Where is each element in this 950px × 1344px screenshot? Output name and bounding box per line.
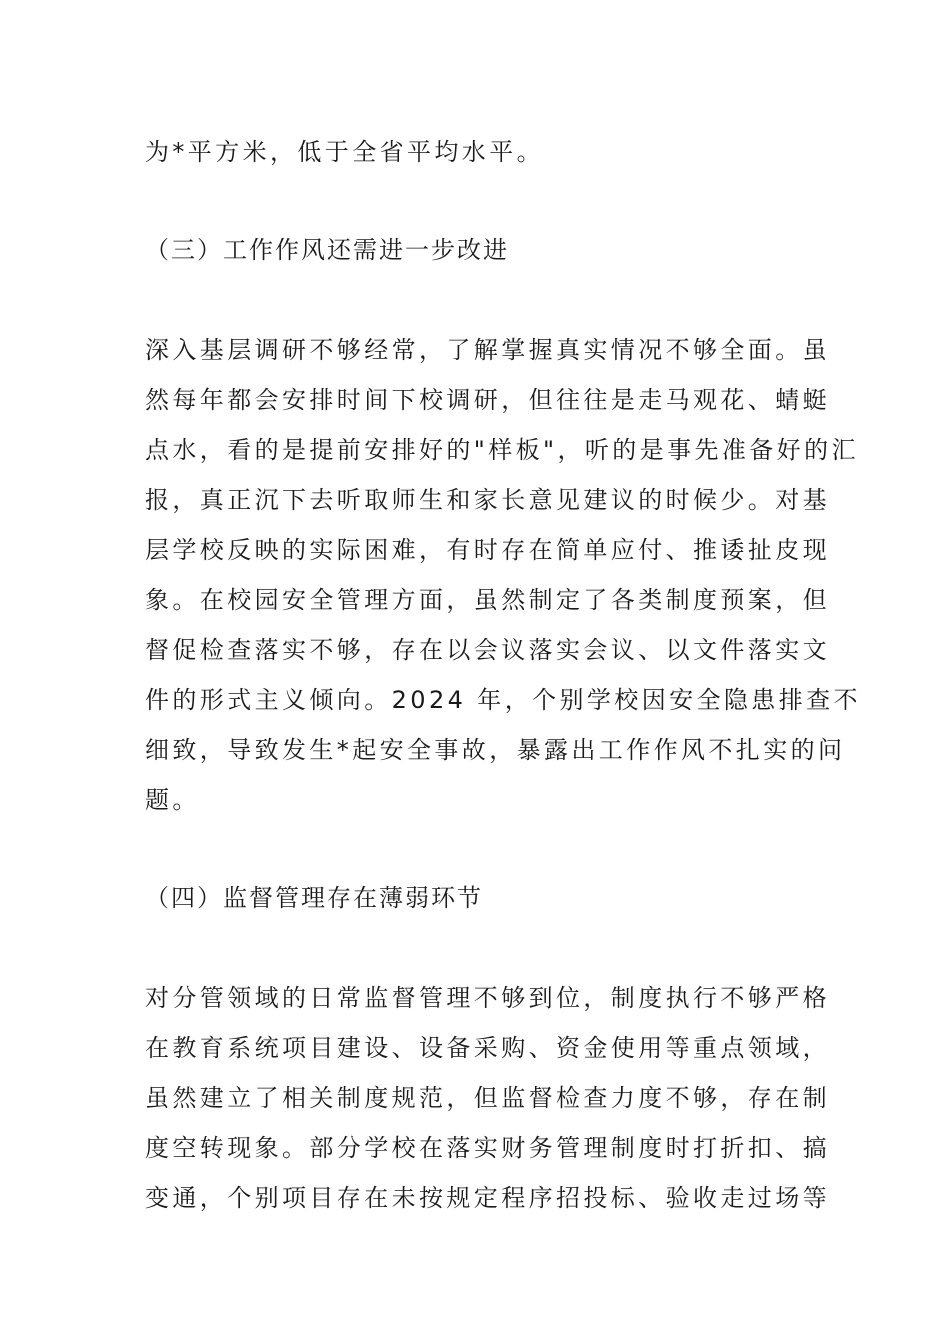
paragraph-line: 度空转现象。部分学校在落实财务管理制度时打折扣、搞 [145,1134,830,1162]
paragraph-line: 层学校反映的实际困难，有时存在简单应付、推诿扯皮现 [145,536,830,564]
paragraph-line: 对分管领域的日常监督管理不够到位，制度执行不够严格 [145,984,830,1012]
paragraph-line: 件的形式主义倾向。2024 年，个别学校因安全隐患排查不 [145,686,861,714]
section-heading-3: （三）工作作风还需进一步改进 [145,236,509,264]
paragraph-line: 点水，看的是提前安排好的"样板"，听的是事先准备好的汇 [145,436,859,464]
paragraph-line: 督促检查落实不够，存在以会议落实会议、以文件落实文 [145,636,830,664]
paragraph-line: 细致，导致发生*起安全事故，暴露出工作作风不扎实的问 [145,736,846,764]
paragraph-line: 然每年都会安排时间下校调研，但往往是走马观花、蜻蜓 [145,386,830,414]
section-heading-4: （四）监督管理存在薄弱环节 [145,884,483,912]
paragraph-line: 象。在校园安全管理方面，虽然制定了各类制度预案，但 [145,586,830,614]
paragraph-line: 在教育系统项目建设、设备采购、资金使用等重点领域， [145,1034,830,1062]
paragraph-line: 虽然建立了相关制度规范，但监督检查力度不够，存在制 [145,1084,830,1112]
paragraph-line: 变通，个别项目存在未按规定程序招投标、验收走过场等 [145,1184,830,1212]
paragraph-line: 深入基层调研不够经常，了解掌握真实情况不够全面。虽 [145,336,830,364]
paragraph-line: 报，真正沉下去听取师生和家长意见建议的时候少。对基 [145,486,830,514]
paragraph-line: 题。 [145,786,200,814]
paragraph-line: 为*平方米，低于全省平均水平。 [145,138,544,166]
